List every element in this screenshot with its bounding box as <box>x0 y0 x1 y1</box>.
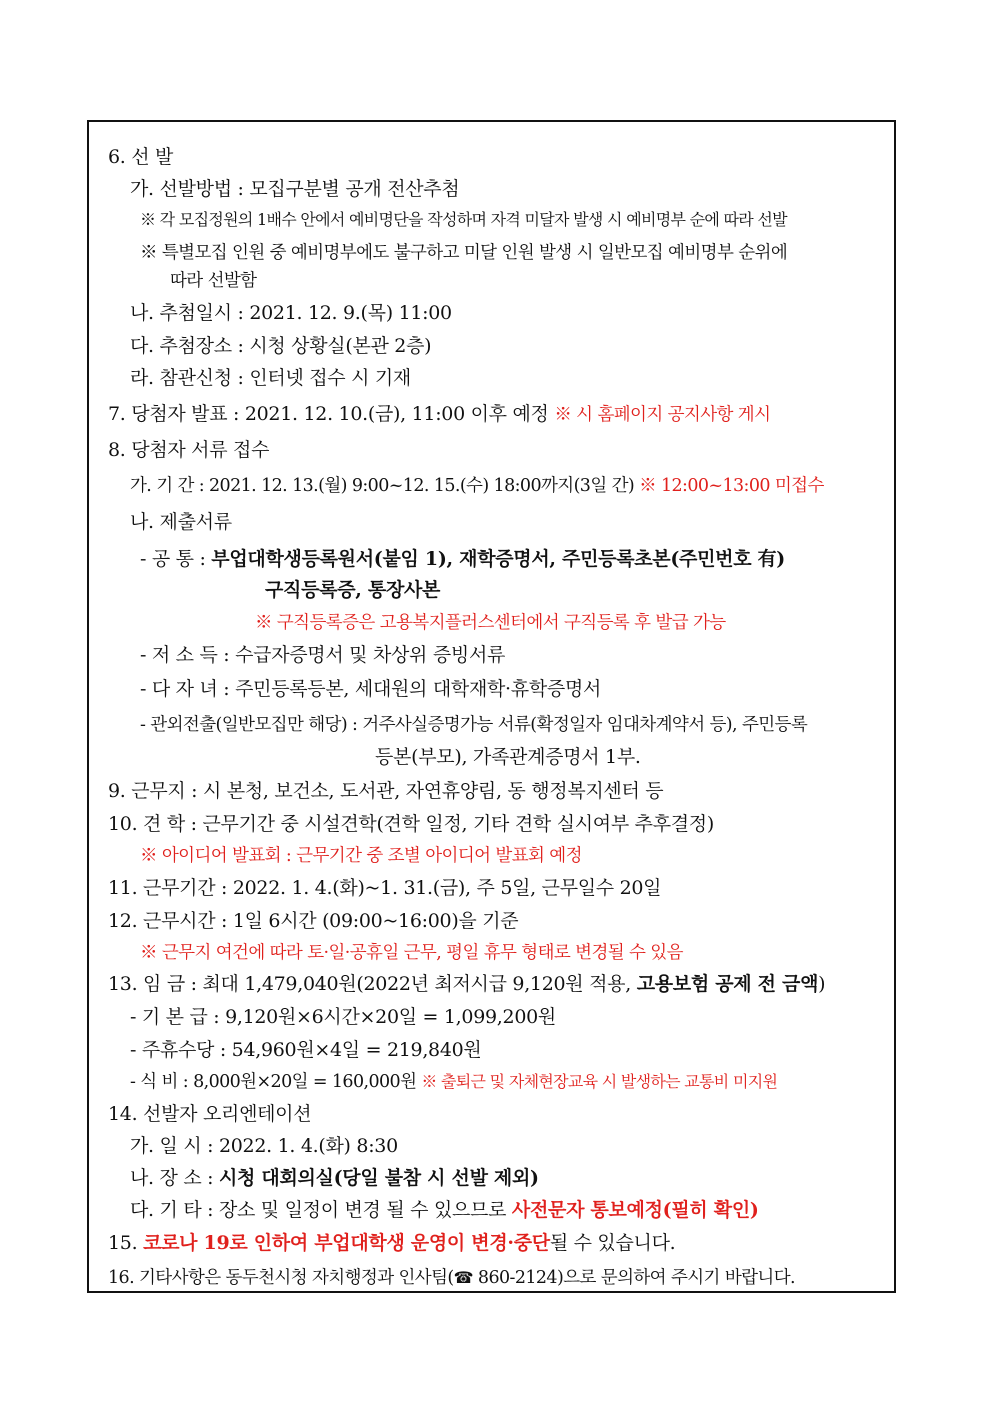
section-6-observation: 라. 참관신청 : 인터넷 접수 시 기재 <box>130 367 411 389</box>
section-6-title: 6. 선 발 <box>108 146 174 168</box>
section-12-hours: 12. 근무시간 : 1일 6시간 (09:00~16:00)을 기준 <box>108 910 519 932</box>
section-7-announcement: 7. 당첨자 발표 : 2021. 12. 10.(금), 11:00 이후 예정 ※ 시 홈페이지 공지사항 게시 <box>108 403 771 425</box>
section-10-tour: 10. 견 학 : 근무기간 중 시설견학(견학 일정, 기타 견학 실시여부 추후결정) <box>108 813 714 835</box>
section-14-place: 나. 장 소 : 시청 대회의실(당일 불참 시 선발 제외) <box>130 1167 539 1189</box>
section-13-base: - 기 본 급 : 9,120원×6시간×20일 = 1,099,200원 <box>130 1006 556 1028</box>
section-8-low-income: - 저 소 득 : 수급자증명서 및 차상위 증빙서류 <box>140 644 506 666</box>
section-6-draw-date: 나. 추첨일시 : 2021. 12. 9.(목) 11:00 <box>130 302 452 324</box>
section-8-outside-b: 등본(부모), 가족관계증명서 1부. <box>375 746 641 768</box>
section-13-weekly: - 주휴수당 : 54,960원×4일 = 219,840원 <box>130 1039 482 1061</box>
section-8-title: 8. 당첨자 서류 접수 <box>108 439 270 461</box>
section-8-common-2: 구직등록증, 통장사본 <box>265 579 441 601</box>
telephone-icon: ☎ <box>453 1268 473 1287</box>
section-11-period: 11. 근무기간 : 2022. 1. 4.(화)~1. 31.(금), 주 5일, 근무일수 20일 <box>108 877 662 899</box>
section-16-contact: 16. 기타사항은 동두천시청 자치행정과 인사팀(☎ 860-2124)으로 문의하여 주시기 바랍니다. <box>108 1262 892 1294</box>
section-8-period-note: ※ 12:00~13:00 미접수 <box>639 476 824 496</box>
section-12-note: ※ 근무지 여건에 따라 토·일·공휴일 근무, 평일 휴무 형태로 변경될 수 있음 <box>140 943 683 963</box>
section-6-method-note-1: ※ 각 모집정원의 1배수 안에서 예비명단을 작성하며 자격 미달자 발생 시 예비명부 순에 따라 선발 <box>140 210 787 229</box>
section-13-wage: 13. 임 금 : 최대 1,479,040원(2022년 최저시급 9,120원 적용, 고용보험 공제 전 금액) <box>108 973 826 995</box>
section-10-note: ※ 아이디어 발표회 : 근무기간 중 조별 아이디어 발표회 예정 <box>140 846 582 866</box>
section-6-method-note-2b: 따라 선발함 <box>170 271 257 291</box>
section-8-documents: 나. 제출서류 <box>130 511 232 533</box>
section-14-title: 14. 선발자 오리엔테이션 <box>108 1103 312 1125</box>
section-7-note: ※ 시 홈페이지 공지사항 게시 <box>554 405 771 425</box>
section-6-method-note-2a: ※ 특별모집 인원 중 예비명부에도 불구하고 미달 인원 발생 시 일반모집 예비명부 순위에 <box>140 243 788 263</box>
section-13-meal: - 식 비 : 8,000원×20일 = 160,000원 ※ 출퇴근 및 자체현장교육 시 발생하는 교통비 미지원 <box>130 1072 778 1092</box>
section-6-draw-place: 다. 추첨장소 : 시청 상황실(본관 2층) <box>130 335 432 357</box>
section-9-workplace: 9. 근무지 : 시 본청, 보건소, 도서관, 자연휴양림, 동 행정복지센터 등 <box>108 780 664 802</box>
section-14-etc-note: 사전문자 통보예정(필히 확인) <box>511 1199 759 1221</box>
section-15-covid: 15. 코로나 19로 인하여 부업대학생 운영이 변경·중단될 수 있습니다. <box>108 1232 676 1254</box>
section-8-common: - 공 통 : 부업대학생등록원서(붙임 1), 재학증명서, 주민등록초본(주민번호 有) <box>140 548 785 570</box>
section-13-meal-note: ※ 출퇴근 및 자체현장교육 시 발생하는 교통비 미지원 <box>421 1072 778 1091</box>
section-14-time: 가. 일 시 : 2022. 1. 4.(화) 8:30 <box>130 1135 398 1157</box>
section-6-method: 가. 선발방법 : 모집구분별 공개 전산추첨 <box>130 178 460 200</box>
section-8-common-note: ※ 구직등록증은 고용복지플러스센터에서 구직등록 후 발급 가능 <box>255 613 726 633</box>
section-8-period: 가. 기 간 : 2021. 12. 13.(월) 9:00~12. 15.(수) 18:00까지(3일 간) ※ 12:00~13:00 미접수 <box>130 476 824 496</box>
section-8-outside-a: - 관외전출(일반모집만 해당) : 거주사실증명가능 서류(확정일자 임대차계약서 등), 주민등록 <box>140 715 808 735</box>
section-14-etc: 다. 기 타 : 장소 및 일정이 변경 될 수 있으므로 사전문자 통보예정(필히 확인) <box>130 1199 759 1221</box>
section-8-multi-child: - 다 자 녀 : 주민등록등본, 세대원의 대학재학·휴학증명서 <box>140 678 602 700</box>
